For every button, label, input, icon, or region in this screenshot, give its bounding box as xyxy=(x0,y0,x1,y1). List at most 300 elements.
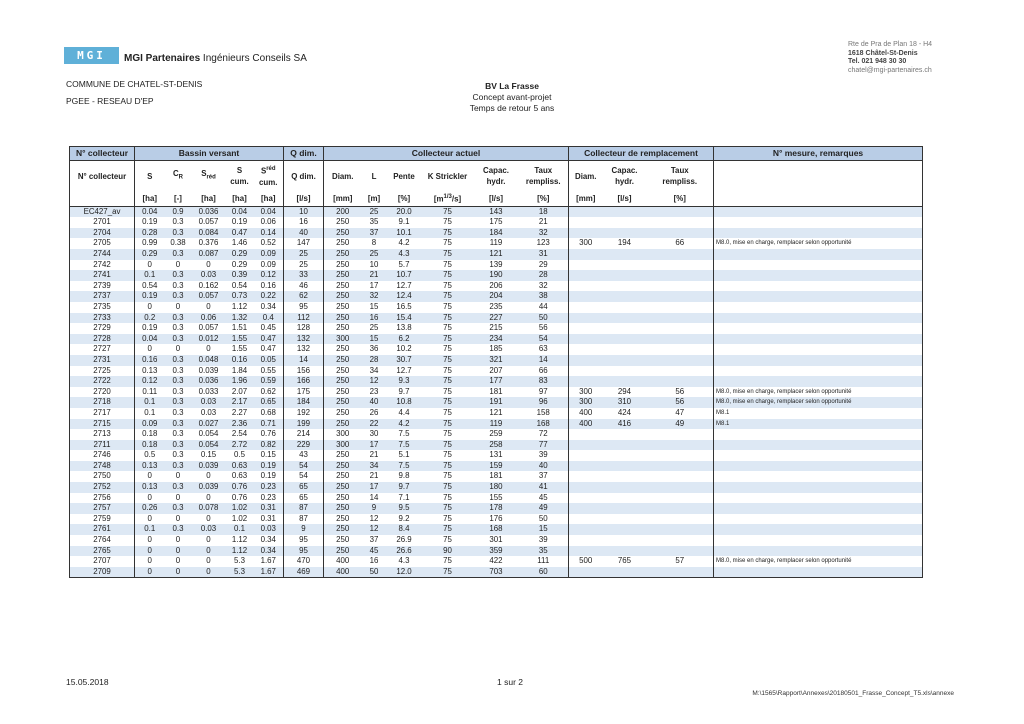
table-cell: 33 xyxy=(284,270,324,281)
table-cell: 0.3 xyxy=(165,291,192,302)
table-cell: 49 xyxy=(647,419,714,430)
table-cell: 29 xyxy=(519,260,569,271)
table-cell xyxy=(647,493,714,504)
table-cell: 12.0 xyxy=(387,567,422,578)
table-row xyxy=(70,429,923,440)
table-cell: 12 xyxy=(362,376,387,387)
table-cell: 300 xyxy=(324,334,362,345)
table-row xyxy=(70,355,923,366)
table-cell: 63 xyxy=(519,344,569,355)
group-qdim: Q dim. xyxy=(284,147,324,161)
col-pente: Pente xyxy=(387,161,422,192)
table-cell: 0.3 xyxy=(165,270,192,281)
table-cell: 0.03 xyxy=(192,408,226,419)
footer-file-path: M:\1565\Rapport\Annexes\20180501_Frasse_Concept_T5.xls\annexe xyxy=(752,690,954,697)
table-cell: 0.31 xyxy=(254,503,284,514)
table-cell: 470 xyxy=(284,556,324,567)
table-cell: 0.2 xyxy=(135,313,165,324)
group-header-row xyxy=(70,147,923,161)
table-cell: 75 xyxy=(422,376,474,387)
table-cell: 16 xyxy=(362,313,387,324)
table-cell: EC427_av xyxy=(70,206,135,217)
table-cell: 9 xyxy=(284,524,324,535)
table-cell: 75 xyxy=(422,334,474,345)
table-cell: 0.19 xyxy=(135,217,165,228)
table-cell: 0.3 xyxy=(165,440,192,451)
table-cell: 40 xyxy=(284,228,324,239)
table-cell: 45 xyxy=(362,546,387,557)
table-cell: 294 xyxy=(603,387,647,398)
table-cell: 250 xyxy=(324,355,362,366)
table-cell: 75 xyxy=(422,514,474,525)
table-cell: 300 xyxy=(569,397,603,408)
col-s: S xyxy=(135,161,165,192)
table-cell xyxy=(569,503,603,514)
table-row xyxy=(70,450,923,461)
table-cell: 250 xyxy=(324,281,362,292)
table-row xyxy=(70,344,923,355)
table-cell: 44 xyxy=(519,302,569,313)
table-cell: 0.05 xyxy=(254,355,284,366)
table-cell: 0.45 xyxy=(254,323,284,334)
commune-label: COMMUNE DE CHATEL-ST-DENIS xyxy=(66,79,203,89)
table-cell xyxy=(569,471,603,482)
table-cell: 75 xyxy=(422,429,474,440)
table-cell: 128 xyxy=(284,323,324,334)
table-cell: 400 xyxy=(324,567,362,578)
table-cell: 227 xyxy=(474,313,519,324)
table-cell: 2750 xyxy=(70,471,135,482)
unit-pente: [%] xyxy=(387,191,422,206)
pgee-label: PGEE - RESEAU D'EP xyxy=(66,96,154,106)
table-cell xyxy=(603,546,647,557)
table-cell: 132 xyxy=(284,334,324,345)
table-cell: 2728 xyxy=(70,334,135,345)
table-cell xyxy=(647,376,714,387)
table-cell xyxy=(569,514,603,525)
table-cell: 0.06 xyxy=(254,217,284,228)
table-cell: 250 xyxy=(324,493,362,504)
table-cell: 0.03 xyxy=(254,524,284,535)
table-cell: 17 xyxy=(362,281,387,292)
table-cell: 0.71 xyxy=(254,419,284,430)
table-cell xyxy=(647,366,714,377)
table-cell: 0.04 xyxy=(135,206,165,217)
table-cell: 250 xyxy=(324,397,362,408)
table-cell: 168 xyxy=(519,419,569,430)
table-cell: 185 xyxy=(474,344,519,355)
table-cell: 703 xyxy=(474,567,519,578)
table-cell: 178 xyxy=(474,503,519,514)
table-cell: 0 xyxy=(192,514,226,525)
table-row xyxy=(70,408,923,419)
table-cell: 40 xyxy=(519,461,569,472)
table-cell: 250 xyxy=(324,238,362,249)
table-cell xyxy=(569,249,603,260)
document-subtitle: Concept avant-projet xyxy=(472,92,552,102)
table-cell: 75 xyxy=(422,249,474,260)
table-cell: 9.3 xyxy=(387,376,422,387)
table-cell: 75 xyxy=(422,260,474,271)
company-logo: MGI xyxy=(64,47,119,64)
company-address: Rte de Pra de Plan 18 - H4 1618 Châtel-St-Denis Tel. 021 948 30 30 chatel@mgi-partenaires.ch xyxy=(848,41,933,74)
table-cell: 159 xyxy=(474,461,519,472)
table-cell xyxy=(647,514,714,525)
table-cell: 207 xyxy=(474,366,519,377)
table-cell: 83 xyxy=(519,376,569,387)
unit-s: [ha] xyxy=(135,191,165,206)
table-cell: 2722 xyxy=(70,376,135,387)
table-cell: 57 xyxy=(647,556,714,567)
table-cell: 2725 xyxy=(70,366,135,377)
table-cell: 0.04 xyxy=(135,334,165,345)
table-cell: 206 xyxy=(474,281,519,292)
unit-qdim: [l/s] xyxy=(284,191,324,206)
table-cell: 75 xyxy=(422,281,474,292)
table-cell xyxy=(647,217,714,228)
table-cell: 7.1 xyxy=(387,493,422,504)
remark-cell xyxy=(714,270,923,281)
table-cell: 250 xyxy=(324,408,362,419)
table-cell: 0.1 xyxy=(135,397,165,408)
table-cell: 9.8 xyxy=(387,471,422,482)
table-cell: 180 xyxy=(474,482,519,493)
table-cell: 4.2 xyxy=(387,419,422,430)
table-cell: 0.3 xyxy=(165,228,192,239)
table-cell: 250 xyxy=(324,450,362,461)
table-cell: 0.47 xyxy=(254,334,284,345)
table-cell: 72 xyxy=(519,429,569,440)
table-row xyxy=(70,366,923,377)
table-cell: 1.02 xyxy=(226,514,254,525)
table-cell: 0.14 xyxy=(254,228,284,239)
table-cell: 75 xyxy=(422,471,474,482)
table-cell: 26 xyxy=(362,408,387,419)
col-remarques xyxy=(714,161,923,192)
table-cell: 0.03 xyxy=(192,270,226,281)
table-cell xyxy=(569,313,603,324)
table-cell: 250 xyxy=(324,546,362,557)
table-cell: 0.99 xyxy=(135,238,165,249)
table-row xyxy=(70,249,923,260)
table-cell: 5.3 xyxy=(226,556,254,567)
table-cell: 181 xyxy=(474,387,519,398)
table-cell: 0.11 xyxy=(135,387,165,398)
table-cell: 12 xyxy=(362,524,387,535)
unit-ncol xyxy=(70,191,135,206)
company-name: MGI Partenaires Ingénieurs Conseils SA xyxy=(124,53,307,64)
remark-cell xyxy=(714,514,923,525)
remark-cell xyxy=(714,249,923,260)
table-cell: 28 xyxy=(362,355,387,366)
table-cell: 0.29 xyxy=(226,260,254,271)
table-cell: 7.5 xyxy=(387,461,422,472)
col-l: L xyxy=(362,161,387,192)
table-cell: 2.54 xyxy=(226,429,254,440)
table-cell: 35 xyxy=(519,546,569,557)
table-cell xyxy=(603,366,647,377)
table-cell: 0.3 xyxy=(165,217,192,228)
table-cell: 13.8 xyxy=(387,323,422,334)
table-cell: 0.22 xyxy=(254,291,284,302)
table-cell: 321 xyxy=(474,355,519,366)
table-cell: 1.32 xyxy=(226,313,254,324)
table-cell: 0.03 xyxy=(192,397,226,408)
table-body xyxy=(70,206,923,578)
table-cell xyxy=(569,323,603,334)
table-cell: 359 xyxy=(474,546,519,557)
table-cell: 9.7 xyxy=(387,387,422,398)
table-cell: 0.3 xyxy=(165,450,192,461)
table-row xyxy=(70,514,923,525)
remark-cell xyxy=(714,281,923,292)
table-cell xyxy=(569,567,603,578)
table-cell: 10.8 xyxy=(387,397,422,408)
table-cell: 18 xyxy=(519,206,569,217)
table-cell: 62 xyxy=(284,291,324,302)
table-cell: 250 xyxy=(324,217,362,228)
collector-table xyxy=(69,146,923,578)
table-cell: 250 xyxy=(324,323,362,334)
table-cell: 36 xyxy=(362,344,387,355)
table-cell: 0.55 xyxy=(254,366,284,377)
table-cell: 4.4 xyxy=(387,408,422,419)
table-cell: 250 xyxy=(324,228,362,239)
table-cell: 0 xyxy=(135,556,165,567)
table-cell: 0.31 xyxy=(254,514,284,525)
table-cell xyxy=(569,344,603,355)
table-cell: 75 xyxy=(422,270,474,281)
table-cell xyxy=(569,270,603,281)
remark-cell xyxy=(714,291,923,302)
table-cell: 0.3 xyxy=(165,387,192,398)
table-cell: 2731 xyxy=(70,355,135,366)
remark-cell: M8.0, mise en charge, remplacer selon opportunité xyxy=(714,397,923,408)
table-cell: 0 xyxy=(192,546,226,557)
table-cell: 2720 xyxy=(70,387,135,398)
table-cell: 123 xyxy=(519,238,569,249)
table-cell: 25 xyxy=(284,249,324,260)
table-cell: 416 xyxy=(603,419,647,430)
table-cell: 39 xyxy=(519,450,569,461)
table-cell: 1.67 xyxy=(254,567,284,578)
table-cell: 37 xyxy=(519,471,569,482)
table-cell: 10 xyxy=(362,260,387,271)
table-cell: 26.9 xyxy=(387,535,422,546)
table-cell: 2739 xyxy=(70,281,135,292)
table-cell: 2742 xyxy=(70,260,135,271)
table-cell xyxy=(569,493,603,504)
table-cell xyxy=(569,461,603,472)
table-cell: 0.54 xyxy=(226,281,254,292)
table-cell: 0.3 xyxy=(165,524,192,535)
table-row xyxy=(70,419,923,430)
table-cell: 28 xyxy=(519,270,569,281)
table-cell: 2705 xyxy=(70,238,135,249)
table-cell: 50 xyxy=(362,567,387,578)
unit-l: [m] xyxy=(362,191,387,206)
table-cell xyxy=(569,260,603,271)
table-cell xyxy=(569,535,603,546)
unit-scum: [ha] xyxy=(226,191,254,206)
table-cell: 112 xyxy=(284,313,324,324)
table-row xyxy=(70,440,923,451)
table-cell: 75 xyxy=(422,291,474,302)
table-cell: 194 xyxy=(603,238,647,249)
col-r-diam: Diam. xyxy=(569,161,603,192)
table-cell xyxy=(603,567,647,578)
table-cell xyxy=(647,344,714,355)
remark-cell xyxy=(714,535,923,546)
table-cell: 2711 xyxy=(70,440,135,451)
table-cell: 0.13 xyxy=(135,482,165,493)
table-cell: 32 xyxy=(519,228,569,239)
table-cell: 0.34 xyxy=(254,546,284,557)
table-cell: 14 xyxy=(284,355,324,366)
table-cell: 21 xyxy=(362,471,387,482)
table-cell: 0.3 xyxy=(165,419,192,430)
table-cell: 0 xyxy=(135,546,165,557)
table-cell: 250 xyxy=(324,344,362,355)
table-cell: 250 xyxy=(324,366,362,377)
table-cell xyxy=(569,482,603,493)
table-cell: 0.3 xyxy=(165,355,192,366)
remark-cell xyxy=(714,461,923,472)
table-cell: 0.09 xyxy=(135,419,165,430)
table-cell: 0.09 xyxy=(254,260,284,271)
table-cell: 0.62 xyxy=(254,387,284,398)
table-cell: 214 xyxy=(284,429,324,440)
table-cell: 0.26 xyxy=(135,503,165,514)
table-row xyxy=(70,270,923,281)
table-cell: 300 xyxy=(569,238,603,249)
table-cell: 0.38 xyxy=(165,238,192,249)
table-cell: 2713 xyxy=(70,429,135,440)
remark-cell xyxy=(714,260,923,271)
table-cell: 97 xyxy=(519,387,569,398)
table-cell xyxy=(603,440,647,451)
table-row xyxy=(70,546,923,557)
table-cell xyxy=(603,461,647,472)
table-cell: 121 xyxy=(474,408,519,419)
table-cell xyxy=(603,323,647,334)
table-cell: 250 xyxy=(324,461,362,472)
unit-r-capac: [l/s] xyxy=(603,191,647,206)
table-cell: 45 xyxy=(519,493,569,504)
table-cell: 1.46 xyxy=(226,238,254,249)
table-row xyxy=(70,302,923,313)
table-cell: 0.19 xyxy=(135,323,165,334)
table-cell: 0 xyxy=(165,493,192,504)
table-cell: 0.039 xyxy=(192,366,226,377)
col-r-taux: Taux rempliss. xyxy=(647,161,714,192)
table-cell: 95 xyxy=(284,546,324,557)
table-row xyxy=(70,567,923,578)
table-cell: 0.63 xyxy=(226,471,254,482)
table-cell: 35 xyxy=(362,217,387,228)
table-cell: 0 xyxy=(192,302,226,313)
table-cell: 0.19 xyxy=(254,471,284,482)
table-cell: 139 xyxy=(474,260,519,271)
table-cell: 0.054 xyxy=(192,440,226,451)
table-cell: 0.04 xyxy=(254,206,284,217)
table-cell: 75 xyxy=(422,450,474,461)
table-cell: 9 xyxy=(362,503,387,514)
table-cell: 75 xyxy=(422,323,474,334)
unit-k: $[m^{1/3}/s]$ xyxy=(422,191,474,206)
table-row xyxy=(70,238,923,249)
table-cell: 0.16 xyxy=(135,355,165,366)
table-cell xyxy=(647,206,714,217)
table-cell: 156 xyxy=(284,366,324,377)
table-cell xyxy=(603,376,647,387)
table-cell: 2733 xyxy=(70,313,135,324)
table-cell: 2717 xyxy=(70,408,135,419)
table-cell: 77 xyxy=(519,440,569,451)
remark-cell xyxy=(714,482,923,493)
table-cell: 0.5 xyxy=(135,450,165,461)
table-cell: 258 xyxy=(474,440,519,451)
table-cell: 235 xyxy=(474,302,519,313)
table-cell xyxy=(603,302,647,313)
table-cell xyxy=(647,450,714,461)
table-row xyxy=(70,228,923,239)
table-cell: 2735 xyxy=(70,302,135,313)
table-cell xyxy=(569,524,603,535)
table-cell: 2.17 xyxy=(226,397,254,408)
table-cell: 75 xyxy=(422,228,474,239)
table-cell: 75 xyxy=(422,344,474,355)
unit-sred: [ha] xyxy=(192,191,226,206)
table-cell: 12 xyxy=(362,514,387,525)
remark-cell xyxy=(714,546,923,557)
table-cell: 0.3 xyxy=(165,461,192,472)
table-cell: 250 xyxy=(324,503,362,514)
table-cell: 200 xyxy=(324,206,362,217)
table-cell: 469 xyxy=(284,567,324,578)
table-cell: 0.036 xyxy=(192,206,226,217)
table-cell: 32 xyxy=(362,291,387,302)
table-cell xyxy=(603,355,647,366)
table-cell: 0.4 xyxy=(254,313,284,324)
table-cell: 0 xyxy=(135,344,165,355)
table-row xyxy=(70,503,923,514)
table-cell: 166 xyxy=(284,376,324,387)
remark-cell xyxy=(714,567,923,578)
table-cell: 119 xyxy=(474,238,519,249)
table-cell: 199 xyxy=(284,419,324,430)
unit-r-taux: [%] xyxy=(647,191,714,206)
table-cell xyxy=(647,524,714,535)
table-cell: 0.048 xyxy=(192,355,226,366)
table-cell: 30.7 xyxy=(387,355,422,366)
table-cell: 4.3 xyxy=(387,249,422,260)
table-cell: 0.376 xyxy=(192,238,226,249)
table-cell: 0.5 xyxy=(226,450,254,461)
table-cell: 90 xyxy=(422,546,474,557)
table-cell: 2.36 xyxy=(226,419,254,430)
table-cell: 0 xyxy=(192,556,226,567)
col-kstrickler: K Strickler xyxy=(422,161,474,192)
table-cell: 7.5 xyxy=(387,440,422,451)
table-cell: 119 xyxy=(474,419,519,430)
table-cell: 43 xyxy=(284,450,324,461)
table-cell: 0.04 xyxy=(226,206,254,217)
table-cell: 9.2 xyxy=(387,514,422,525)
table-cell: 9.7 xyxy=(387,482,422,493)
table-cell: 250 xyxy=(324,535,362,546)
group-actuel: Collecteur actuel xyxy=(324,147,569,161)
